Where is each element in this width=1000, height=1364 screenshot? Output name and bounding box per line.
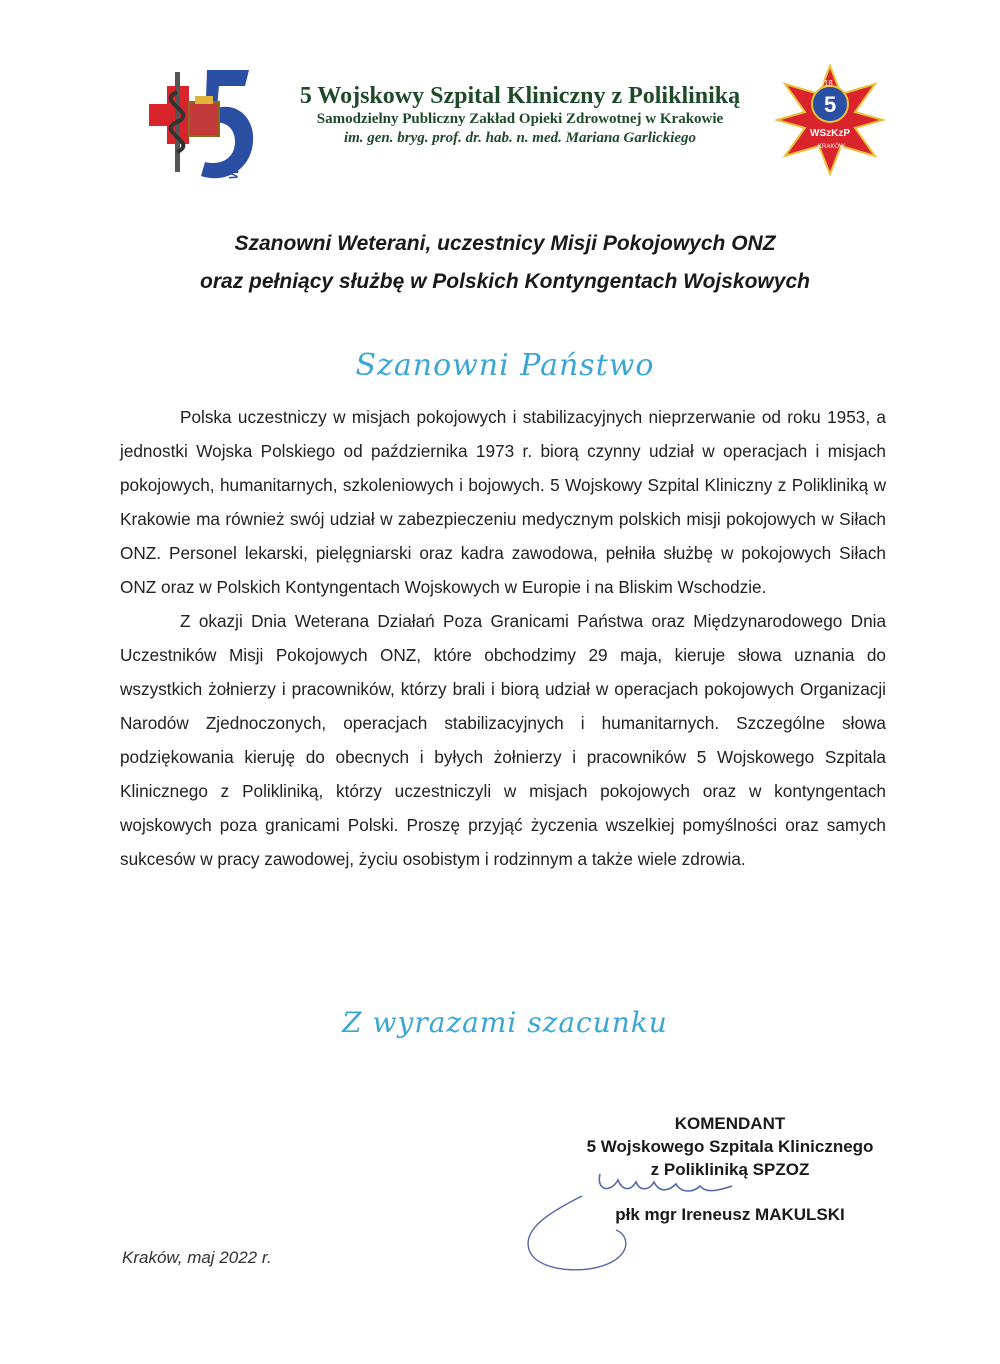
- hospital-patron: im. gen. bryg. prof. dr. hab. n. med. Mariana Garlickiego: [343, 130, 697, 146]
- signatory-title: KOMENDANT: [674, 1114, 786, 1133]
- military-emblem: [775, 64, 885, 176]
- hospital-5-logo-icon: [145, 62, 265, 187]
- signatory-unit-line-1: 5 Wojskowego Szpitala Klinicznego: [586, 1137, 874, 1156]
- greeting-line-1: Szanowni Weterani, uczestnicy Misji Pokojowych ONZ: [234, 232, 776, 255]
- svg-text:1918: 1918: [815, 79, 833, 88]
- paragraph-1: Polska uczestniczy w misjach pokojowych i stabilizacyjnych nieprzerwanie od roku 1953, a jednostki Wojska Polskiego od października 1973 r. biorą czynny udział w operacjach i misjach pokojowych, humanitarnych, szkoleniowych i bojowych. 5 Wojskowy Szpital Kliniczny z Polikliniką w Krakowie ma również swój udział w zabezpieczeniu medycznym polskich misji pokojowych w Siłach ONZ. Personel lekarski, pielęgniarski oraz kadra zawodowa, pełniła służbę w pokojowych Siłach ONZ oraz w Polskich Kontyngentach Wojskowych w Europie i na Bliskim Wschodzie.: [120, 407, 886, 597]
- place-date: Kraków, maj 2022 r.: [122, 1248, 272, 1267]
- greeting-line-2: oraz pełniący służbę w Polskich Kontyngentach Wojskowych: [200, 270, 810, 293]
- letter-body: [120, 400, 886, 876]
- letterhead: [270, 82, 770, 148]
- military-cross-emblem-icon: [775, 64, 885, 176]
- closing: Z wyrazami szacunku: [342, 1006, 668, 1039]
- salutation: Szanowni Państwo: [355, 348, 655, 383]
- hospital-name: 5 Wojskowy Szpital Kliniczny z Polikliniką: [299, 83, 741, 109]
- svg-text:WSzKzP: WSzKzP: [810, 128, 850, 139]
- svg-text:5: 5: [824, 92, 837, 117]
- hospital-subtitle: Samodzielny Publiczny Zakład Opieki Zdrowotnej w Krakowie: [316, 111, 724, 127]
- svg-text:KRAKÓW: KRAKÓW: [818, 144, 845, 150]
- signatory-name: płk mgr Ireneusz MAKULSKI: [615, 1205, 845, 1224]
- svg-text:WSzKzP: WSzKzP: [226, 130, 249, 181]
- hospital-logo: [145, 62, 265, 187]
- signatory-unit-line-2: z Polikliniką SPZOZ: [650, 1160, 810, 1179]
- paragraph-2: Z okazji Dnia Weterana Działań Poza Granicami Państwa oraz Międzynarodowego Dnia Uczestników Misji Pokojowych ONZ, które obchodzimy 29 maja, kieruje słowa uznania do wszystkich żołnierzy i pracowników, którzy brali i biorą udział w operacjach pokojowych Organizacji Narodów Zjednoczonych, operacjach stabilizacyjnych i humanitarnych. Szczególne słowa podziękowania kieruję do obecnych i byłych żołnierzy i pracowników 5 Wojskowego Szpitala Klinicznego z Polikliniką, którzy uczestniczyli w misjach pokojowych oraz w kontyngentach wojskowych poza granicami Polski. Proszę przyjąć życzenia wszelkiej pomyślności oraz samych sukcesów w pracy zawodowej, życiu osobistym i rodzinnym a także wiele zdrowia.: [120, 611, 886, 869]
